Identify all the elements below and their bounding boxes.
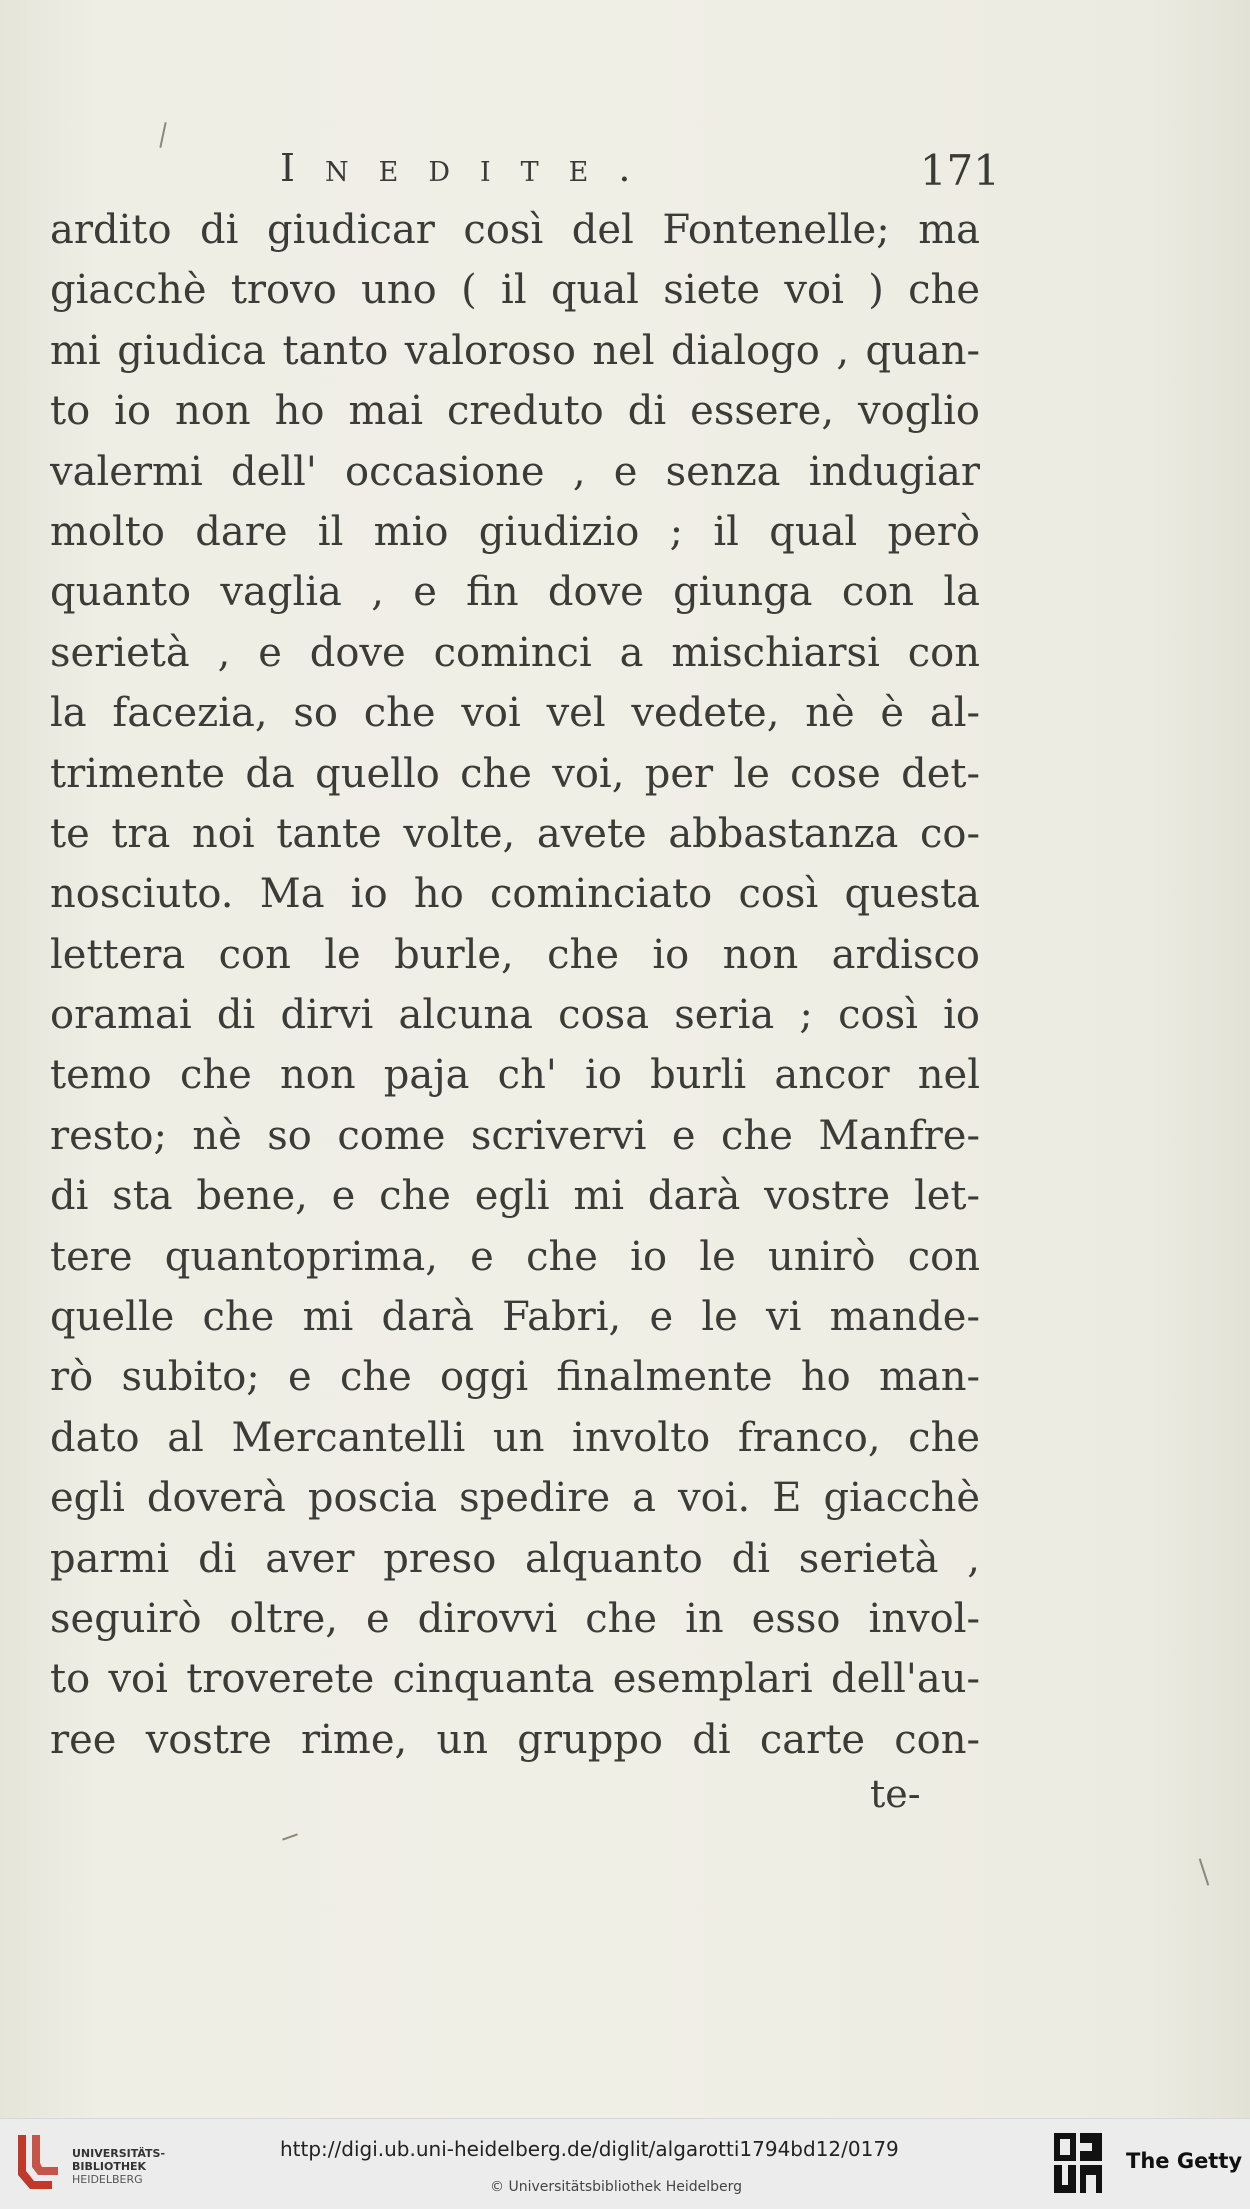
page-header: [280, 146, 1000, 206]
page-number: 171: [919, 146, 1000, 195]
page-mark: [282, 1833, 298, 1840]
text-line: te tra noi tante volte, avete abbastanza co-: [50, 810, 980, 857]
footer-bar: [0, 2118, 1250, 2209]
text-line: quanto vaglia , e fin dove giunga con la: [50, 569, 980, 616]
text-line: mi giudica tanto valoroso nel dialogo , quan-: [50, 327, 980, 374]
ub-heidelberg-logo-icon: [12, 2131, 64, 2195]
text-line: nosciuto. Ma io ho cominciato così questa: [50, 871, 980, 918]
text-line: serietà , e dove cominci a mischiarsi con: [50, 629, 980, 676]
library-logo[interactable]: [12, 2131, 166, 2195]
running-title: Inedite.: [280, 146, 661, 190]
text-line: giacchè trovo uno ( il qual siete voi ) che: [50, 267, 980, 314]
text-line: ree vostre rime, un gruppo di carte con-: [50, 1716, 980, 1763]
text-line: seguirò oltre, e dirovvi che in esso invol-: [50, 1595, 980, 1642]
text-line: trimente da quello che voi, per le cose det-: [50, 750, 980, 797]
permalink-url[interactable]: http://digi.ub.uni-heidelberg.de/diglit/algarotti1794bd12/0179: [280, 2137, 899, 2161]
page-mark: [159, 122, 166, 148]
text-line: molto dare il mio giudizio ; il qual però: [50, 508, 980, 555]
text-line: tere quantoprima, e che io le unirò con: [50, 1233, 980, 1280]
text-line: egli doverà poscia spedire a voi. E giacchè: [50, 1475, 980, 1522]
body-text: [50, 200, 980, 1770]
page-mark: [1199, 1858, 1210, 1885]
text-line: quelle che mi darà Fabri, e le vi mande-: [50, 1294, 980, 1341]
text-line: la facezia, so che voi vel vedete, nè è al-: [50, 690, 980, 737]
text-line: to io non ho mai creduto di essere, voglio: [50, 388, 980, 435]
text-line: valermi dell' occasione , e senza indugiar: [50, 448, 980, 495]
text-line: di sta bene, e che egli mi darà vostre let-: [50, 1173, 980, 1220]
text-line: temo che non paja ch' io burli ancor nel: [50, 1052, 980, 1099]
text-line: to voi troverete cinquanta esemplari dell'au-: [50, 1656, 980, 1703]
text-line: resto; nè so come scrivervi e che Manfre-: [50, 1112, 980, 1159]
text-line: oramai di dirvi alcuna cosa seria ; così io: [50, 992, 980, 1039]
library-name-line: BIBLIOTHEK: [72, 2160, 147, 2173]
text-line: rò subito; e che oggi finalmente ho man-: [50, 1354, 980, 1401]
catchword: te-: [870, 1772, 921, 1816]
partner-name: The Getty: [1126, 2149, 1243, 2173]
library-name-line: UNIVERSITÄTS-: [72, 2147, 166, 2160]
text-line: lettera con le burle, che io non ardisco: [50, 931, 980, 978]
copyright-notice: © Universitätsbibliothek Heidelberg: [490, 2179, 743, 2195]
text-line: ardito di giudicar così del Fontenelle; ma: [50, 207, 980, 253]
text-line: parmi di aver preso alquanto di serietà ,: [50, 1535, 980, 1582]
text-line: dato al Mercantelli un involto franco, che: [50, 1414, 980, 1461]
library-name: [72, 2147, 165, 2186]
library-name-line: HEIDELBERG: [72, 2173, 143, 2186]
getty-logo-icon[interactable]: [1050, 2129, 1106, 2199]
